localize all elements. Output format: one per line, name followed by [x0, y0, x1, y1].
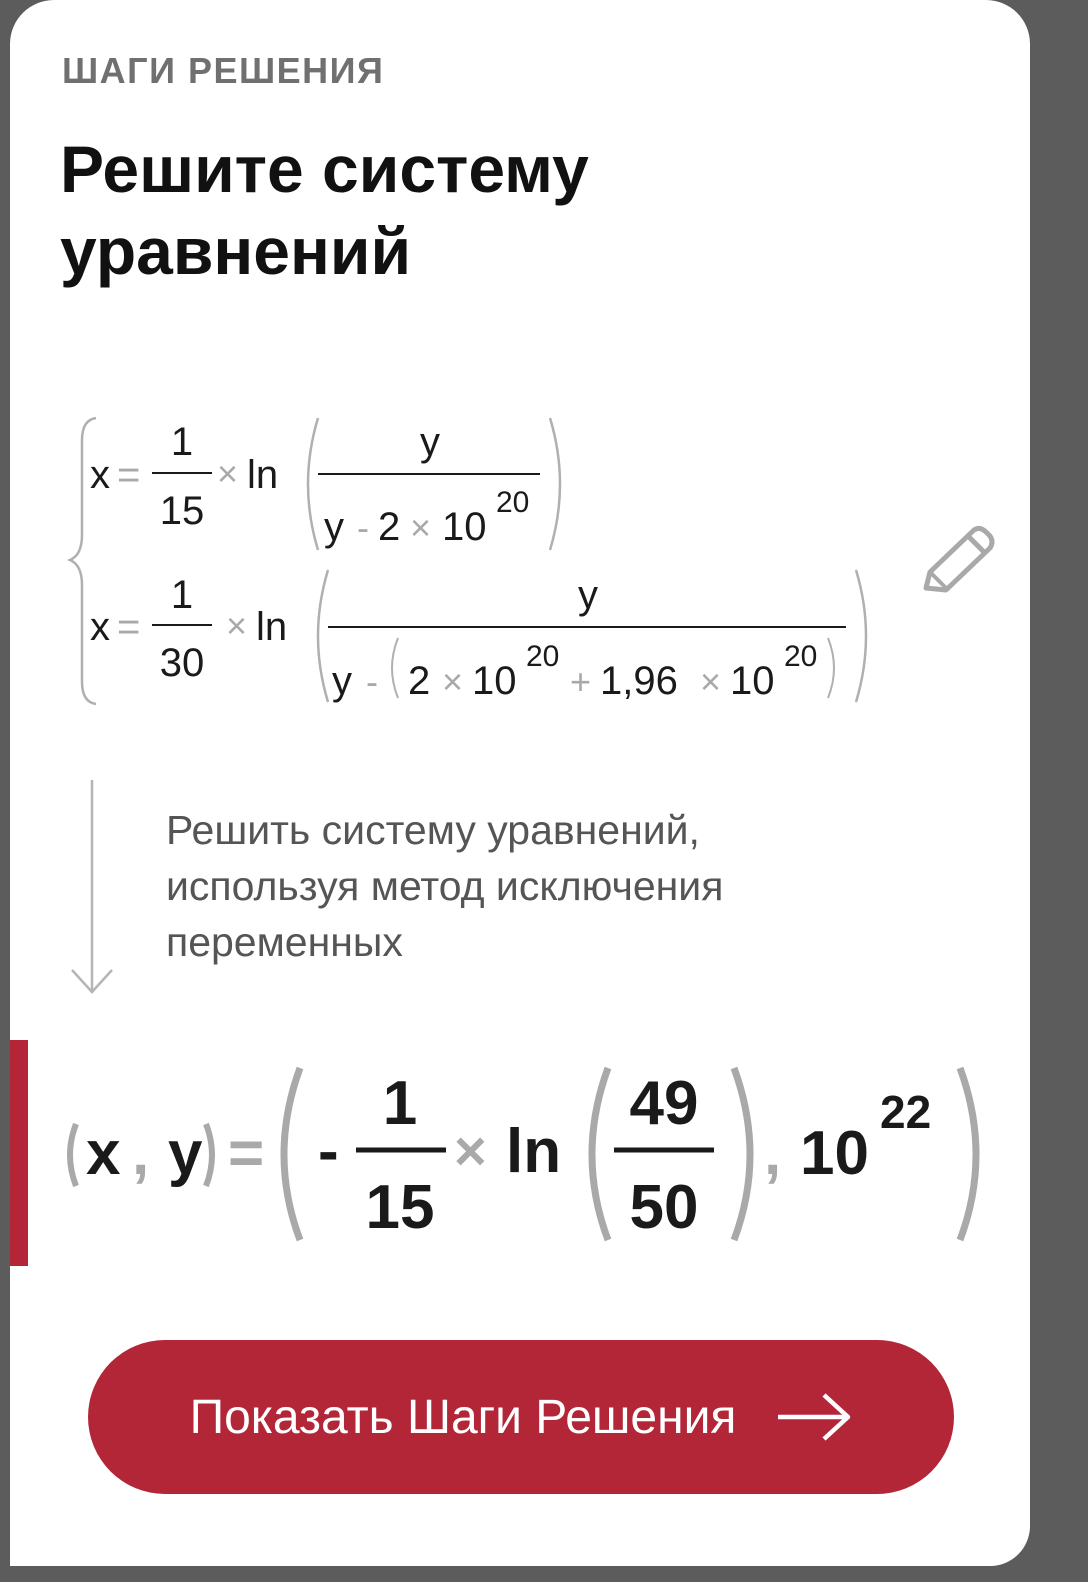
eq2-den-times: × [442, 661, 464, 702]
eq1-lhs: x [90, 453, 110, 497]
result-sign: - [318, 1117, 339, 1186]
result-equals: = [228, 1119, 265, 1188]
equation-2 [90, 570, 866, 703]
result-y: y [168, 1119, 203, 1188]
problem-title: Решите систему уравнений [60, 132, 589, 288]
eq2-den-times2: × [700, 661, 722, 702]
eq2-den-ten: 10 [472, 659, 517, 703]
eq2-coef-num: 1 [170, 573, 194, 617]
eq2-den-exp: 20 [526, 640, 560, 673]
eq2-lhs: x [90, 605, 110, 649]
eq1-equals: = [117, 453, 141, 497]
eq1-num: y [420, 420, 440, 464]
eq2-den-plus: + [570, 661, 592, 702]
eq1-coef-num: 1 [170, 420, 194, 464]
pencil-icon[interactable] [916, 522, 1000, 600]
result-y-exp: 22 [880, 1086, 932, 1138]
eq2-den-y: y [332, 659, 352, 703]
eq2-den-ten2: 10 [730, 659, 775, 703]
eq2-times: × [226, 605, 248, 646]
result-pair-left-paren [70, 1124, 76, 1186]
eq1-den-minus: - [357, 507, 369, 548]
show-steps-label: Показать Шаги Решения [189, 1390, 737, 1444]
eq2-equals: = [117, 605, 141, 649]
eq2-den-coef: 1,96 [600, 659, 678, 703]
equation-system [10, 0, 1030, 1566]
result-x: x [86, 1119, 121, 1188]
equation-1 [90, 418, 560, 550]
eq2-den-minus: - [366, 661, 378, 702]
eq2-num: y [578, 573, 598, 617]
solution-card [10, 0, 1030, 1566]
eq2-den-exp2: 20 [784, 640, 818, 673]
eq1-func: ln [247, 453, 279, 497]
result-accent-bar [10, 1040, 28, 1266]
eq2-left-paren [318, 570, 328, 702]
result-comma-2: , [764, 1119, 782, 1188]
result-inner-left-paren [592, 1068, 608, 1240]
eq2-inner-left-paren [392, 638, 398, 698]
eq1-right-paren [550, 418, 560, 550]
eq2-inner-right-paren [828, 638, 834, 698]
eq1-times: × [217, 453, 239, 494]
result-times: × [454, 1119, 487, 1182]
show-steps-button[interactable] [88, 1340, 954, 1494]
eq1-left-paren [308, 418, 318, 550]
result-inner-right-paren [734, 1068, 750, 1240]
result-coef-num: 1 [382, 1069, 418, 1138]
result-func: ln [506, 1117, 562, 1186]
right-arrow-icon [776, 1392, 852, 1442]
eq1-den-ten: 10 [442, 505, 487, 549]
result-y-base: 10 [800, 1119, 869, 1188]
result-pair-right-paren [206, 1124, 212, 1186]
eq2-func: ln [256, 605, 288, 649]
eq1-den-y: y [324, 505, 344, 549]
eq1-coef-den: 15 [159, 489, 205, 533]
eq2-den-two: 2 [408, 659, 431, 703]
result-left-paren [284, 1068, 300, 1240]
result-expression [70, 1068, 976, 1242]
eq1-den-two: 2 [378, 505, 401, 549]
eq2-right-paren [856, 570, 866, 702]
result-comma-1: , [132, 1119, 150, 1188]
down-arrow-icon [66, 778, 126, 998]
eq1-den-exp: 20 [496, 486, 530, 519]
section-label: ШАГИ РЕШЕНИЯ [62, 50, 385, 91]
eq1-den-times: × [410, 507, 432, 548]
step-description: Решить систему уравнений, используя метод исключения переменных [166, 807, 724, 965]
result-frac-num: 49 [629, 1069, 699, 1138]
result-coef-den: 15 [365, 1173, 435, 1242]
eq2-coef-den: 30 [159, 641, 205, 685]
result-right-paren [960, 1068, 976, 1240]
result-frac-den: 50 [629, 1173, 699, 1242]
